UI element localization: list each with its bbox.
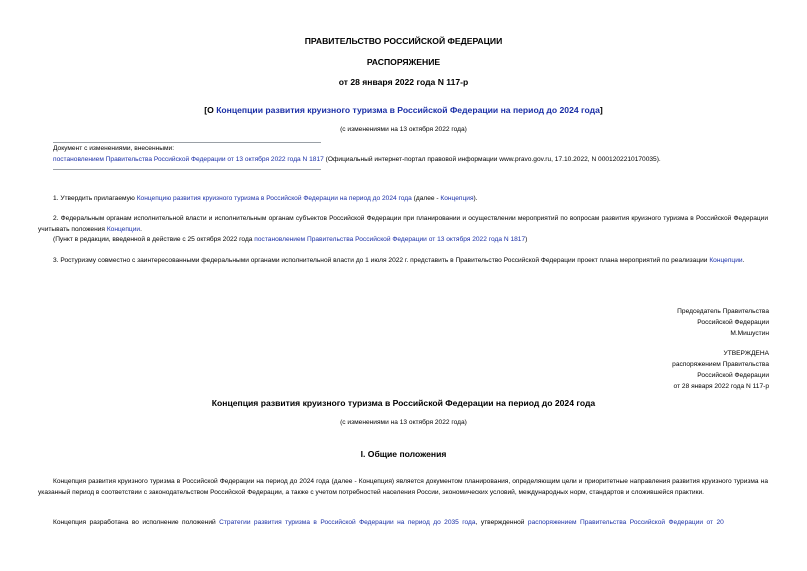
concept-paragraph-1: Концепция развития круизного туризма в Российской Федерации на период до 2024 года (далее - Концепция) является документом планирования, определяющим цели и приоритетные направления развития круизного туризма на указанный период в соответствии с законодательством Российской Федерации, а также с учетом потребностей населения России, экономических условий, международных норм, стандартов и сложившейся практики. [38,478,768,496]
item-2-note-post: ) [525,236,528,243]
item-1 [53,194,478,205]
document-title [0,105,807,115]
item-1-pre: 1. Утвердить прилагаемую [53,195,137,202]
approval-line-4: от 28 января 2022 года N 117-р [673,383,769,390]
changes-line [53,155,661,166]
item-3-post: . [742,257,745,264]
item-2-text: 2. Федеральным органам исполнительной власти и исполнительным органам субъектов Российской Федерации при планировании и осуществлении мероприятий по вопросам развития круизного туризма в Российской Федерации учитывать положения [38,215,768,233]
changes-top-rule [53,142,321,143]
strategy-link[interactable]: Стратегии развития туризма в Российской Федерации на период до 2035 года [219,519,476,526]
changes-label: Документ с изменениями, внесенными: [53,145,175,152]
signature-line-3: М.Мишустин [730,330,769,337]
item-2-note-link[interactable]: постановлением Правительства Российской Федерации от 13 октября 2022 года N 1817 [254,236,526,243]
approval-block [672,348,769,392]
title-bracket-close: ] [599,105,603,115]
document-date-number: от 28 января 2022 года N 117-р [338,77,469,87]
item-1-short-link[interactable]: Концепция [440,195,474,202]
title-bracket-open: [О [204,105,217,115]
approval-line-1: УТВЕРЖДЕНА [723,350,769,357]
item-2 [38,214,768,235]
item-1-mid: (далее - [411,195,441,202]
item-3 [38,256,768,267]
item-2-note [53,235,527,246]
signature-line-2: Российской Федерации [697,319,769,326]
amendment-note: (с изменениями на 13 октября 2022 года) [340,126,467,133]
approval-line-3: Российской Федерации [697,372,769,379]
title-link[interactable]: Концепции развития круизного туризма в Российской Федерации на период до 2024 года [216,105,600,115]
item-3-link[interactable]: Концепции [709,257,743,264]
item-1-concept-link[interactable]: Концепцию развития круизного туризма в Российской Федерации на период до 2024 года [136,195,412,202]
concept-amendment-note: (с изменениями на 13 октября 2022 года) [340,419,467,426]
item-2-link[interactable]: Концепции [106,225,141,233]
approval-line-2: распоряжением Правительства [672,361,769,368]
changes-bottom-rule [53,169,321,170]
item-3-text: 3. Ростуризму совместно с заинтересованными федеральными органами исполнительной власти до 1 июля 2022 г. представить в Правительство Российской Федерации проект плана мероприятий по реализации [53,257,710,264]
concept-paragraph-2 [53,518,724,529]
item-2-post: . [140,225,142,233]
changes-tail: (Официальный интернет-портал правовой информации www.pravo.gov.ru, 17.10.2022, N 0001202210170035). [323,156,661,163]
section-1-heading: I. Общие положения [360,449,447,459]
government-header: ПРАВИТЕЛЬСТВО РОССИЙСКОЙ ФЕДЕРАЦИИ [304,36,503,46]
concept-title: Концепция развития круизного туризма в Российской Федерации на период до 2024 года [211,398,596,408]
signature-block [677,306,769,339]
para-2-mid: , утвержденной [475,519,528,526]
order-link[interactable]: распоряжением Правительства Российской Федерации от 20 [527,519,724,526]
item-2-note-pre: (Пункт в редакции, введенной в действие с 25 октября 2022 года [53,236,255,243]
document-type: РАСПОРЯЖЕНИЕ [366,57,441,67]
para-2-pre: Концепция разработана во исполнение положений [53,519,220,526]
signature-line-1: Председатель Правительства [677,308,769,315]
item-1-post: ). [473,195,478,202]
changes-link[interactable]: постановлением Правительства Российской Федерации от 13 октября 2022 года N 1817 [53,156,324,163]
